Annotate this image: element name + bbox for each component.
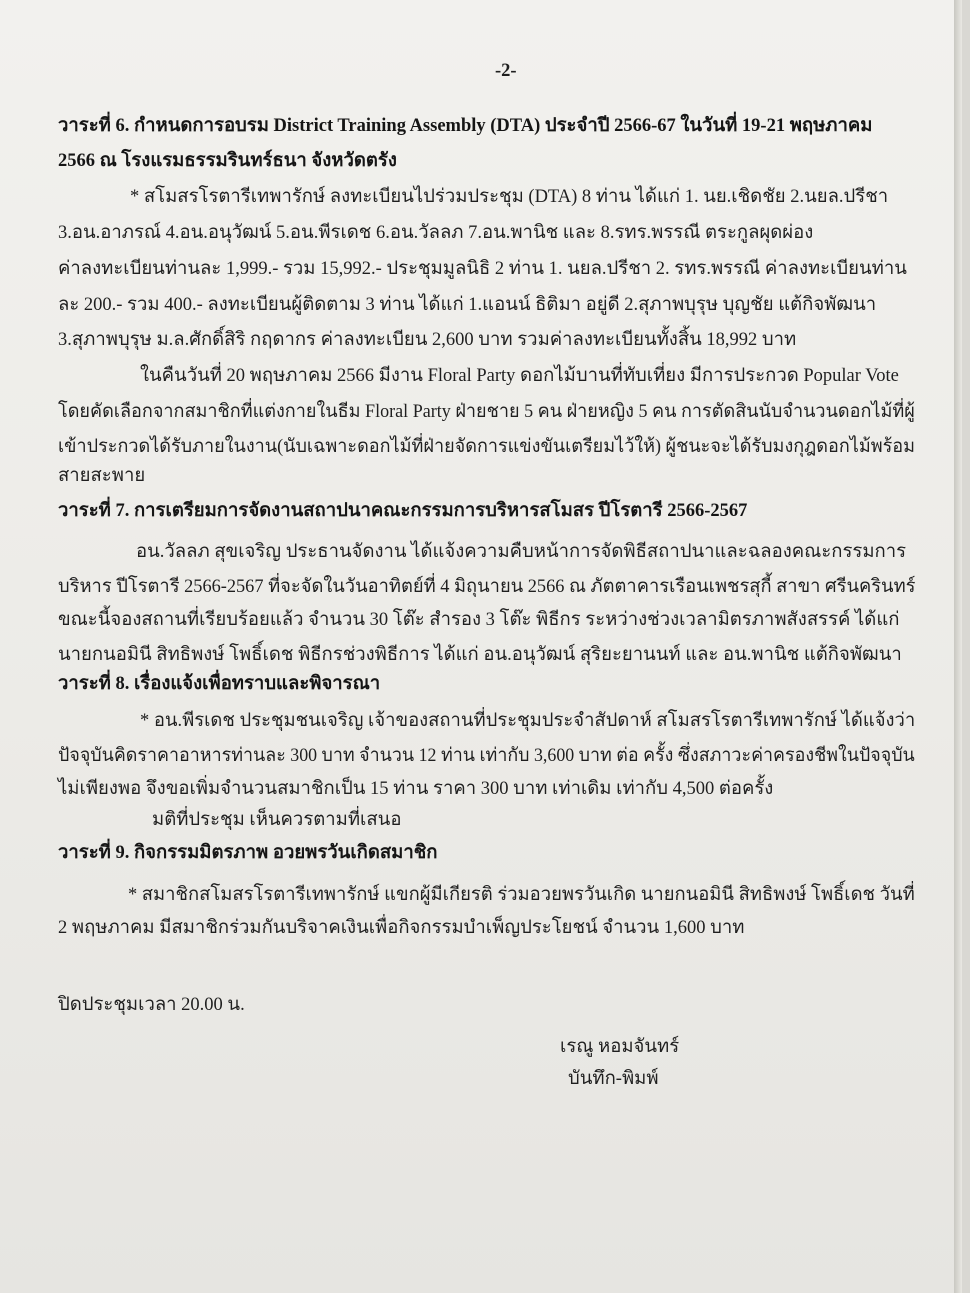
agenda-6-heading: วาระที่ 6. กำหนดการอบรม District Training Assembly (DTA) ประจำปี 2566-67 ในวันที่ 19-21 พฤษภาคม [58, 116, 873, 136]
paragraph-line: อน.วัลลภ สุขเจริญ ประธานจัดงาน ได้แจ้งความคืบหน้าการจัดพิธีสถาปนาและฉลองคณะกรรมการ [136, 542, 907, 562]
agenda-9-heading: วาระที่ 9. กิจกรรมมิตรภาพ อวยพรวันเกิดสมาชิก [58, 843, 438, 863]
page-number: -2- [495, 61, 517, 81]
paragraph-line: 2 พฤษภาคม มีสมาชิกร่วมกันบริจาคเงินเพื่อกิจกรรมบำเพ็ญประโยชน์ จำนวน 1,600 บาท [58, 918, 745, 938]
paragraph-line: โดยคัดเลือกจากสมาชิกที่แต่งกายในธีม Floral Party ฝ่ายชาย 5 คน ฝ่ายหญิง 5 คน การตัดสินนับจำนวนดอกไม้ที่ผู้ [58, 402, 915, 422]
paragraph-line: บริหาร ปีโรตารี 2566-2567 ที่จะจัดในวันอาทิตย์ที่ 4 มิถุนายน 2566 ณ ภัตตาคารเรือนเพชรสุกี้ สาขา ศรีนครินทร์ [58, 577, 916, 597]
paragraph-line: เข้าประกวดได้รับภายในงาน(นับเฉพาะดอกไม้ที่ฝ่ายจัดการแข่งขันเตรียมไว้ให้) ผู้ชนะจะได้รับมงกุฎดอกไม้พร้อม [58, 437, 916, 457]
paragraph-line: * สมาชิกสโมสรโรตารีเทพารักษ์ แขกผู้มีเกียรติ ร่วมอวยพรวันเกิด นายกนอมินี สิทธิพงษ์ โพธิ์เดช วันที่ [128, 885, 915, 905]
paragraph-line: ปัจจุบันคิดราคาอาหารท่านละ 300 บาท จำนวน 12 ท่าน เท่ากับ 3,600 บาท ต่อ ครั้ง ซึ่งสภาวะค่าครองชีพในปัจจุบัน [58, 746, 915, 766]
agenda-8-heading: วาระที่ 8. เรื่องแจ้งเพื่อทราบและพิจารณา [58, 674, 381, 694]
signature-role: บันทึก-พิมพ์ [568, 1069, 659, 1089]
page-edge [954, 0, 962, 1293]
paragraph-line: ในคืนวันที่ 20 พฤษภาคม 2566 มีงาน Floral Party ดอกไม้บานที่ทับเที่ยง มีการประกวด Popular Vote [140, 366, 899, 386]
paragraph-line: สายสะพาย [58, 466, 146, 486]
paragraph-line: 3.สุภาพบุรุษ ม.ล.ศักดิ์สิริ กฤดากร ค่าลงทะเบียน 2,600 บาท รวมค่าลงทะเบียนทั้งสิ้น 18,992 บาท [58, 330, 797, 350]
paragraph-line: ขณะนี้จองสถานที่เรียบร้อยแล้ว จำนวน 30 โต๊ะ สำรอง 3 โต๊ะ พิธีกร ระหว่างช่วงเวลามิตรภาพสังสรรค์ ได้แก่ [58, 610, 900, 630]
signature-name: เรณู หอมจันทร์ [560, 1037, 680, 1057]
paragraph-line: ค่าลงทะเบียนท่านละ 1,999.- รวม 15,992.- ประชุมมูลนิธิ 2 ท่าน 1. นยล.ปรีชา 2. รทร.พรรณี ค่าลงทะเบียนท่าน [58, 259, 907, 279]
meeting-close-line: ปิดประชุมเวลา 20.00 น. [58, 995, 245, 1015]
paragraph-line: * อน.พีรเดช ประชุมชนเจริญ เจ้าของสถานที่ประชุมประจำสัปดาห์ สโมสรโรตารีเทพารักษ์ ได้แจ้งว่า [140, 711, 916, 731]
resolution-line: มติที่ประชุม เห็นควรตามที่เสนอ [152, 810, 402, 830]
paragraph-line: 3.อน.อาภรณ์ 4.อน.อนุวัฒน์ 5.อน.พีรเดช 6.อน.วัลลภ 7.อน.พานิช และ 8.รทร.พรรณี ตระกูลผุดผ่อง [58, 223, 814, 243]
agenda-7-heading: วาระที่ 7. การเตรียมการจัดงานสถาปนาคณะกรรมการบริหารสโมสร ปีโรตารี 2566-2567 [58, 501, 748, 521]
paragraph-line: นายกนอมินี สิทธิพงษ์ โพธิ์เดช พิธีกรช่วงพิธีการ ได้แก่ อน.อนุวัฒน์ สุริยะยานนท์ และ อน.พานิช แต้กิจพัฒนา [58, 645, 902, 665]
paragraph-line: * สโมสรโรตารีเทพารักษ์ ลงทะเบียนไปร่วมประชุม (DTA) 8 ท่าน ได้แก่ 1. นย.เชิดชัย 2.นยล.ปรีชา [130, 187, 889, 207]
paragraph-line: ละ 200.- รวม 400.- ลงทะเบียนผู้ติดตาม 3 ท่าน ได้แก่ 1.แอนน์ ธิติมา อยู่ดี 2.สุภาพบุรุษ บุญชัย แต้กิจพัฒนา [58, 295, 877, 315]
paragraph-line: ไม่เพียงพอ จึงขอเพิ่มจำนวนสมาชิกเป็น 15 ท่าน ราคา 300 บาท เท่าเดิม เท่ากับ 4,500 ต่อครั้ง [58, 779, 774, 799]
agenda-6-heading-cont: 2566 ณ โรงแรมธรรมรินทร์ธนา จังหวัดตรัง [58, 151, 397, 171]
